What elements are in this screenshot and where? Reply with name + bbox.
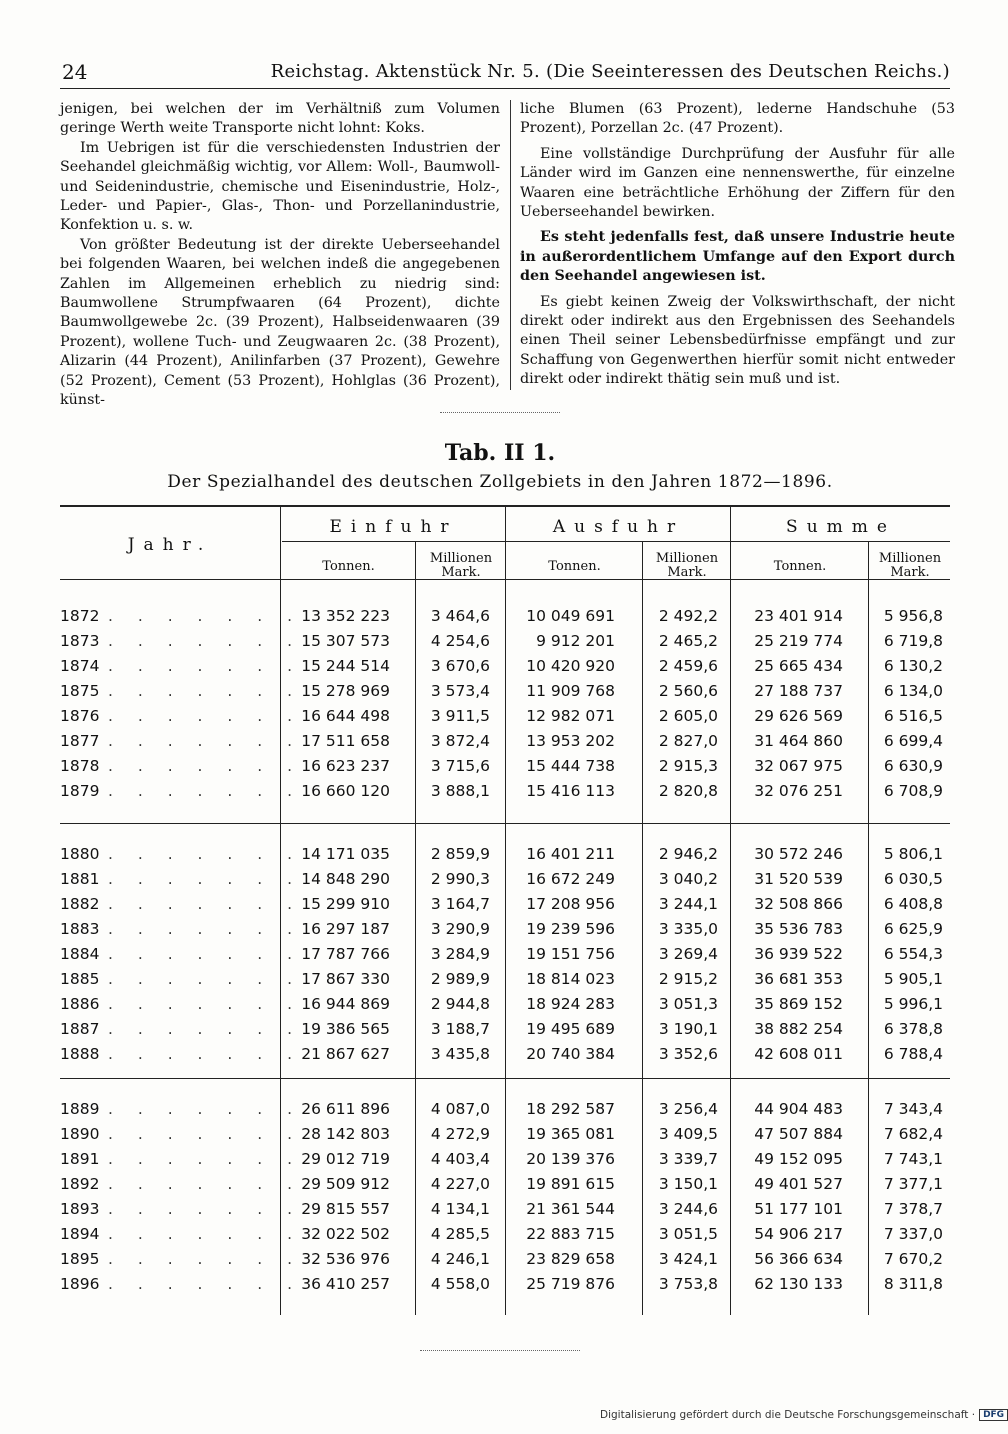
value-cell: 6 708,9 (883, 782, 943, 800)
leader-dots: . . . . . . . (108, 845, 303, 863)
value-cell: 32 067 975 (754, 757, 843, 775)
value-cell: 12 982 071 (526, 707, 615, 725)
year-cell: 1894 (60, 1225, 100, 1243)
value-cell: 2 944,8 (430, 995, 490, 1013)
value-cell: 4 272,9 (430, 1125, 490, 1143)
year-cell: 1886 (60, 995, 100, 1013)
table-title: Der Spezialhandel des deutschen Zollgebiets in den Jahren 1872—1896. (167, 472, 833, 492)
value-cell: 2 560,6 (658, 682, 718, 700)
value-cell: 16 644 498 (301, 707, 390, 725)
value-cell: 29 815 557 (301, 1200, 390, 1218)
value-cell: 10 049 691 (526, 607, 615, 625)
value-cell: 42 608 011 (754, 1045, 843, 1063)
table-row (60, 1018, 950, 1043)
header-millionen-line1: Millionen (429, 551, 493, 566)
value-cell: 2 459,6 (658, 657, 718, 675)
leader-dots: . . . . . . . (108, 1175, 303, 1193)
year-cell: 1881 (60, 870, 100, 888)
leader-dots: . . . . . . . (108, 970, 303, 988)
value-cell: 7 337,0 (883, 1225, 943, 1243)
value-cell: 16 944 869 (301, 995, 390, 1013)
value-cell: 32 076 251 (754, 782, 843, 800)
table-row (60, 993, 950, 1018)
year-cell: 1889 (60, 1100, 100, 1118)
leader-dots: . . . . . . . (108, 1020, 303, 1038)
value-cell: 16 623 237 (301, 757, 390, 775)
year-cell: 1880 (60, 845, 100, 863)
leader-dots: . . . . . . . (108, 632, 303, 650)
year-cell: 1887 (60, 1020, 100, 1038)
value-cell: 29 626 569 (754, 707, 843, 725)
table-row (60, 1098, 950, 1123)
value-cell: 19 365 081 (526, 1125, 615, 1143)
value-cell: 3 715,6 (430, 757, 490, 775)
year-cell: 1883 (60, 920, 100, 938)
leader-dots: . . . . . . . (108, 920, 303, 938)
value-cell: 29 012 719 (301, 1150, 390, 1168)
leader-dots: . . . . . . . (108, 757, 303, 775)
value-cell: 19 495 689 (526, 1020, 615, 1038)
header-einfuhr: Einfuhr (329, 517, 458, 537)
value-cell: 3 051,3 (658, 995, 718, 1013)
leader-dots: . . . . . . . (108, 657, 303, 675)
value-cell: 2 492,2 (658, 607, 718, 625)
value-cell: 28 142 803 (301, 1125, 390, 1143)
value-cell: 3 339,7 (658, 1150, 718, 1168)
value-cell: 3 040,2 (658, 870, 718, 888)
value-cell: 19 386 565 (301, 1020, 390, 1038)
value-cell: 3 190,1 (658, 1020, 718, 1038)
value-cell: 6 134,0 (883, 682, 943, 700)
emphasized-paragraph: Es steht jedenfalls fest, daß unsere Industrie heute in außerordentlichem Umfange auf den Export durch den Seehandel angewiesen ist. (520, 229, 955, 285)
year-cell: 1893 (60, 1200, 100, 1218)
value-cell: 17 511 658 (301, 732, 390, 750)
value-cell: 35 869 152 (754, 995, 843, 1013)
value-cell: 2 827,0 (658, 732, 718, 750)
value-cell: 6 788,4 (883, 1045, 943, 1063)
value-cell: 19 891 615 (526, 1175, 615, 1193)
value-cell: 3 051,5 (658, 1225, 718, 1243)
paragraph: Von größter Bedeutung ist der direkte Ueberseehandel bei folgenden Waaren, bei welchen indeß die angegebenen Zahlen im Allgemeinen erheblich zu niedrig sind: Baumwollene Strumpfwaaren (64 Prozent), dichte Baumwollgewebe 2c. (39 Prozent), Halbseidenwaaren (39 Prozent), wollene Tuch- und Zeugwaaren 2c. (38 Prozent), Alizarin (44 Prozent), Anilinfarben (37 Prozent), Gewehre (52 Prozent), Cement (53 Prozent), Hohlglas (36 Prozent), künst- (60, 236, 500, 409)
value-cell: 11 909 768 (526, 682, 615, 700)
year-cell: 1896 (60, 1275, 100, 1293)
value-cell: 3 150,1 (658, 1175, 718, 1193)
value-cell: 4 403,4 (430, 1150, 490, 1168)
header-millionen-line2: Mark. (441, 565, 481, 580)
value-cell: 6 130,2 (883, 657, 943, 675)
value-cell: 54 906 217 (754, 1225, 843, 1243)
value-cell: 3 424,1 (658, 1250, 718, 1268)
value-cell: 7 743,1 (883, 1150, 943, 1168)
table-row (60, 1043, 950, 1068)
value-cell: 17 867 330 (301, 970, 390, 988)
value-cell: 4 087,0 (430, 1100, 490, 1118)
leader-dots: . . . . . . . (108, 1250, 303, 1268)
group-rule (60, 823, 950, 824)
value-cell: 3 753,8 (658, 1275, 718, 1293)
value-cell: 6 699,4 (883, 732, 943, 750)
value-cell: 16 401 211 (526, 845, 615, 863)
value-cell: 51 177 101 (754, 1200, 843, 1218)
value-cell: 8 311,8 (883, 1275, 943, 1293)
value-cell: 2 465,2 (658, 632, 718, 650)
value-cell: 2 946,2 (658, 845, 718, 863)
value-cell: 7 682,4 (883, 1125, 943, 1143)
year-cell: 1874 (60, 657, 100, 675)
value-cell: 29 509 912 (301, 1175, 390, 1193)
table-row (60, 705, 950, 730)
header-millionen-line1: Millionen (878, 551, 942, 566)
table-row (60, 968, 950, 993)
year-cell: 1885 (60, 970, 100, 988)
value-cell: 3 435,8 (430, 1045, 490, 1063)
table-row (60, 1198, 950, 1223)
value-cell: 19 151 756 (526, 945, 615, 963)
table-row (60, 730, 950, 755)
value-cell: 4 134,1 (430, 1200, 490, 1218)
header-millionen-line2: Mark. (667, 565, 707, 580)
table-row (60, 893, 950, 918)
value-cell: 32 508 866 (754, 895, 843, 913)
footer-credit (600, 1409, 1005, 1425)
value-cell: 25 719 876 (526, 1275, 615, 1293)
value-cell: 2 820,8 (658, 782, 718, 800)
value-cell: 23 401 914 (754, 607, 843, 625)
value-cell: 36 681 353 (754, 970, 843, 988)
value-cell: 35 536 783 (754, 920, 843, 938)
group-rule (60, 1078, 950, 1079)
value-cell: 2 915,3 (658, 757, 718, 775)
value-cell: 3 244,6 (658, 1200, 718, 1218)
header-summe: Summe (786, 517, 896, 537)
header-millionen (870, 552, 950, 580)
table-row (60, 1223, 950, 1248)
table-row (60, 780, 950, 805)
value-cell: 25 219 774 (754, 632, 843, 650)
value-cell: 15 416 113 (526, 782, 615, 800)
value-cell: 26 611 896 (301, 1100, 390, 1118)
table-row (60, 918, 950, 943)
value-cell: 3 284,9 (430, 945, 490, 963)
value-cell: 2 990,3 (430, 870, 490, 888)
header-millionen-line2: Mark. (890, 565, 930, 580)
value-cell: 18 814 023 (526, 970, 615, 988)
leader-dots: . . . . . . . (108, 1125, 303, 1143)
value-cell: 6 719,8 (883, 632, 943, 650)
table-row (60, 1123, 950, 1148)
header-tonnen: Tonnen. (322, 559, 375, 574)
value-cell: 49 401 527 (754, 1175, 843, 1193)
year-cell: 1890 (60, 1125, 100, 1143)
year-cell: 1892 (60, 1175, 100, 1193)
value-cell: 23 829 658 (526, 1250, 615, 1268)
year-cell: 1888 (60, 1045, 100, 1063)
left-column (60, 100, 500, 411)
value-cell: 13 352 223 (301, 607, 390, 625)
value-cell: 3 188,7 (430, 1020, 490, 1038)
header-year: Jahr. (127, 535, 213, 555)
leader-dots: . . . . . . . (108, 607, 303, 625)
value-cell: 15 307 573 (301, 632, 390, 650)
year-cell: 1884 (60, 945, 100, 963)
leader-dots: . . . . . . . (108, 870, 303, 888)
value-cell: 3 164,7 (430, 895, 490, 913)
value-cell: 15 299 910 (301, 895, 390, 913)
value-cell: 18 924 283 (526, 995, 615, 1013)
value-cell: 3 352,6 (658, 1045, 718, 1063)
value-cell: 6 625,9 (883, 920, 943, 938)
leader-dots: . . . . . . . (108, 895, 303, 913)
value-cell: 36 939 522 (754, 945, 843, 963)
value-cell: 9 912 201 (536, 632, 615, 650)
table-row (60, 680, 950, 705)
value-cell: 17 208 956 (526, 895, 615, 913)
leader-dots: . . . . . . . (108, 1275, 303, 1293)
value-cell: 7 378,7 (883, 1200, 943, 1218)
value-cell: 6 516,5 (883, 707, 943, 725)
table-row (60, 1173, 950, 1198)
value-cell: 4 285,5 (430, 1225, 490, 1243)
column-divider (510, 100, 511, 390)
leader-dots: . . . . . . . (108, 1150, 303, 1168)
value-cell: 3 290,9 (430, 920, 490, 938)
value-cell: 2 989,9 (430, 970, 490, 988)
value-cell: 3 464,6 (430, 607, 490, 625)
value-cell: 10 420 920 (526, 657, 615, 675)
value-cell: 22 883 715 (526, 1225, 615, 1243)
year-cell: 1872 (60, 607, 100, 625)
value-cell: 6 378,8 (883, 1020, 943, 1038)
table-row (60, 943, 950, 968)
value-cell: 25 665 434 (754, 657, 843, 675)
value-cell: 5 956,8 (883, 607, 943, 625)
value-cell: 47 507 884 (754, 1125, 843, 1143)
value-cell: 16 660 120 (301, 782, 390, 800)
value-cell: 4 558,0 (430, 1275, 490, 1293)
value-cell: 2 605,0 (658, 707, 718, 725)
header-tonnen: Tonnen. (548, 559, 601, 574)
dfg-logo: DFG (979, 1409, 1008, 1421)
header-rule (282, 541, 950, 542)
value-cell: 3 409,5 (658, 1125, 718, 1143)
year-cell: 1875 (60, 682, 100, 700)
table-row (60, 1248, 950, 1273)
value-cell: 2 915,2 (658, 970, 718, 988)
value-cell: 5 806,1 (883, 845, 943, 863)
table-row (60, 630, 950, 655)
page-number: 24 (62, 60, 88, 84)
table-row (60, 868, 950, 893)
table-row (60, 755, 950, 780)
paragraph: Eine vollständige Durchprüfung der Ausfuhr für alle Länder wird im Ganzen eine nennenswerthe, für einzelne Waaren eine beträchtliche Erhöhung der Ziffern für den Ueberseehandel bewirken. (520, 145, 955, 221)
value-cell: 15 244 514 (301, 657, 390, 675)
value-cell: 36 410 257 (301, 1275, 390, 1293)
leader-dots: . . . . . . . (108, 732, 303, 750)
value-cell: 3 269,4 (658, 945, 718, 963)
value-cell: 15 278 969 (301, 682, 390, 700)
value-cell: 6 030,5 (883, 870, 943, 888)
value-cell: 30 572 246 (754, 845, 843, 863)
right-column (520, 100, 955, 390)
separator-dots (420, 1350, 580, 1351)
table-row (60, 1148, 950, 1173)
value-cell: 31 464 860 (754, 732, 843, 750)
value-cell: 3 670,6 (430, 657, 490, 675)
leader-dots: . . . . . . . (108, 707, 303, 725)
year-cell: 1882 (60, 895, 100, 913)
leader-dots: . . . . . . . (108, 1225, 303, 1243)
table-row (60, 1273, 950, 1298)
value-cell: 20 740 384 (526, 1045, 615, 1063)
leader-dots: . . . . . . . (108, 995, 303, 1013)
value-cell: 6 408,8 (883, 895, 943, 913)
value-cell: 38 882 254 (754, 1020, 843, 1038)
value-cell: 7 670,2 (883, 1250, 943, 1268)
leader-dots: . . . . . . . (108, 945, 303, 963)
year-cell: 1891 (60, 1150, 100, 1168)
page-header (60, 60, 950, 89)
year-cell: 1876 (60, 707, 100, 725)
value-cell: 19 239 596 (526, 920, 615, 938)
value-cell: 6 630,9 (883, 757, 943, 775)
paragraph: Es giebt keinen Zweig der Volkswirthschaft, der nicht direkt oder indirekt aus den Ergebnissen des Seehandels einen Theil seiner Lebensbedürfnisse empfängt und zur Schaffung von Gegenwerthen hierfür somit nicht entweder direkt oder indirekt thätig sein muß und ist. (520, 293, 955, 388)
value-cell: 7 377,1 (883, 1175, 943, 1193)
value-cell: 15 444 738 (526, 757, 615, 775)
value-cell: 21 867 627 (301, 1045, 390, 1063)
year-cell: 1878 (60, 757, 100, 775)
value-cell: 6 554,3 (883, 945, 943, 963)
paragraph: Im Uebrigen ist für die verschiedensten Industrien der Seehandel gleichmäßig wichtig, vor Allem: Woll-, Baumwoll- und Seidenindustrie, chemische und Eisenindustrie, Holz-, Leder- und Papier-, Glas-, Thon- und Porzellanindustrie, Konfektion u. s. w. (60, 139, 500, 234)
value-cell: 20 139 376 (526, 1150, 615, 1168)
value-cell: 3 256,4 (658, 1100, 718, 1118)
value-cell: 16 672 249 (526, 870, 615, 888)
header-tonnen: Tonnen. (773, 559, 827, 574)
value-cell: 17 787 766 (301, 945, 390, 963)
value-cell: 2 859,9 (430, 845, 490, 863)
footer-text: Digitalisierung gefördert durch die Deutsche Forschungsgemeinschaft · (600, 1409, 976, 1421)
value-cell: 56 366 634 (754, 1250, 843, 1268)
value-cell: 49 152 095 (754, 1150, 843, 1168)
value-cell: 5 905,1 (883, 970, 943, 988)
value-cell: 3 244,1 (658, 895, 718, 913)
table-row (60, 843, 950, 868)
running-title: Reichstag. Aktenstück Nr. 5. (Die Seeinteressen des Deutschen Reichs.) (270, 61, 950, 82)
leader-dots: . . . . . . . (108, 1045, 303, 1063)
value-cell: 27 188 737 (754, 682, 843, 700)
value-cell: 5 996,1 (883, 995, 943, 1013)
value-cell: 44 904 483 (754, 1100, 843, 1118)
paragraph: jenigen, bei welchen der im Verhältniß zum Volumen geringe Werth weite Transporte nicht lohnt: Koks. (60, 101, 500, 137)
value-cell: 14 171 035 (301, 845, 390, 863)
leader-dots: . . . . . . . (108, 1100, 303, 1118)
value-cell: 31 520 539 (754, 870, 843, 888)
leader-dots: . . . . . . . (108, 682, 303, 700)
trade-table (60, 505, 950, 1315)
header-millionen (644, 552, 730, 580)
value-cell: 3 872,4 (430, 732, 490, 750)
value-cell: 32 536 976 (301, 1250, 390, 1268)
leader-dots: . . . . . . . (108, 1200, 303, 1218)
separator-dots (440, 412, 560, 413)
leader-dots: . . . . . . . (108, 782, 303, 800)
text-columns (60, 100, 955, 409)
value-cell: 62 130 133 (754, 1275, 843, 1293)
value-cell: 3 573,4 (430, 682, 490, 700)
paragraph: liche Blumen (63 Prozent), lederne Handschuhe (53 Prozent), Porzellan 2c. (47 Prozent). (520, 101, 955, 137)
value-cell: 13 953 202 (526, 732, 615, 750)
table-row (60, 655, 950, 680)
year-cell: 1877 (60, 732, 100, 750)
table-label: Tab. II 1. (444, 440, 556, 466)
value-cell: 21 361 544 (526, 1200, 615, 1218)
year-cell: 1879 (60, 782, 100, 800)
value-cell: 3 911,5 (430, 707, 490, 725)
header-millionen-line1: Millionen (655, 551, 719, 566)
header-millionen (417, 552, 505, 580)
value-cell: 18 292 587 (526, 1100, 615, 1118)
value-cell: 3 888,1 (430, 782, 490, 800)
year-cell: 1895 (60, 1250, 100, 1268)
value-cell: 16 297 187 (301, 920, 390, 938)
value-cell: 7 343,4 (883, 1100, 943, 1118)
header-ausfuhr: Ausfuhr (552, 517, 685, 537)
value-cell: 32 022 502 (301, 1225, 390, 1243)
value-cell: 4 246,1 (430, 1250, 490, 1268)
value-cell: 3 335,0 (658, 920, 718, 938)
table-row (60, 605, 950, 630)
year-cell: 1873 (60, 632, 100, 650)
value-cell: 14 848 290 (301, 870, 390, 888)
value-cell: 4 254,6 (430, 632, 490, 650)
value-cell: 4 227,0 (430, 1175, 490, 1193)
